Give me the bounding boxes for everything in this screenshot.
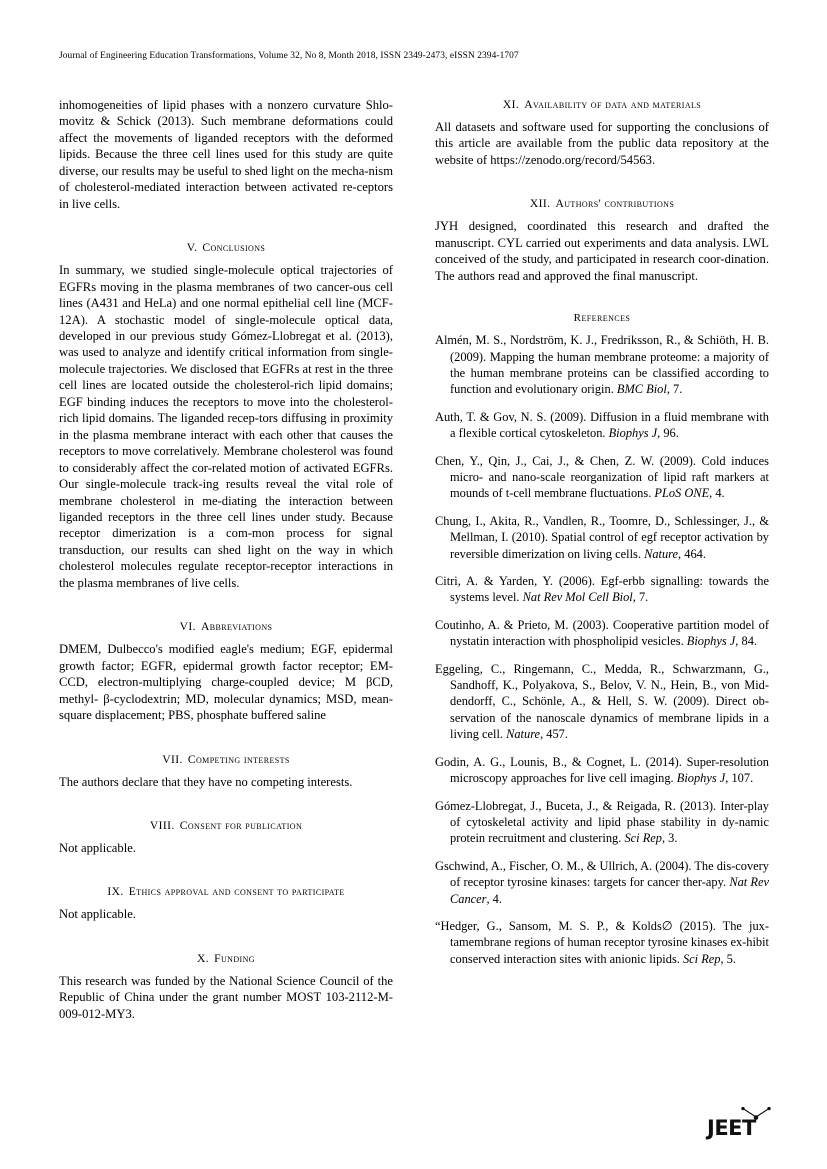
reference-journal: Sci Rep [682,951,721,966]
section-heading-conclusions [59,240,393,255]
reference-journal: BMC Biol [616,382,667,397]
reference-item: Coutinho, A. & Prieto, M. (2003). Cooperative partition model of nystatin interaction with phospholipid vesicles. Biophys J, 84. [435,617,769,649]
section-numeral: VI. [179,620,196,634]
right-column [435,97,769,1097]
section-title: Ethics approval and consent to participate [128,885,345,899]
jeet-logo [707,1107,771,1141]
reference-journal: Biophys J [676,771,726,786]
section-title: Competing interests [187,752,290,766]
section-title: Conclusions [202,241,266,255]
reference-item: “Hedger, G., Sansom, M. S. P., & Kolds∅ (2015). The jux-tamembrane regions of human receptor tyrosine kinases ex-hibit conserved interaction sites with anionic lipids. Sci Rep, 5. [435,918,769,966]
reference-journal: Biophys J [608,426,658,441]
reference-journal: Nat Rev Cancer [450,875,769,906]
section-numeral: IX. [107,885,124,899]
section-numeral: VII. [162,752,183,766]
section-body-consent-for-publication: Not applicable. [59,840,136,855]
section-numeral: VIII. [149,818,175,832]
section-heading-authors-contributions [435,196,769,211]
reference-item: Chung, I., Akita, R., Vandlen, R., Toomre, D., Schlessinger, J., & Mellman, I. (2010). Spatial control of egf receptor activation by reversible dimerization on living cells. Nature, 464. [435,513,769,561]
reference-item: Auth, T. & Gov, N. S. (2009). Diffusion in a fluid membrane with a flexible cortical cytoskeleton. Biophys J, 96. [435,409,769,441]
section-body-competing-interests: The authors declare that they have no competing interests. [59,774,353,789]
section-numeral: XII. [529,197,551,211]
left-column [59,97,393,1097]
section-title: Availability of data and materials [524,98,702,111]
section-numeral: XI. [502,98,520,111]
jeet-logo-text: JEET [707,1116,756,1140]
section-heading-consent-for-publication [59,818,393,833]
section-heading-competing-interests [59,752,393,767]
section-body-funding: This research was funded by the National Science Council of the Republic of China under the grant number MOST 103-2112-M-009-012-MY3. [59,973,393,1021]
reference-item: Eggeling, C., Ringemann, C., Medda, R., Schwarzmann, G., Sandhoff, K., Polyakova, S., Belov, V. N., Hein, B., von Mid-dendorff, C., Schönle, A., & Hell, S. W. (2009). Direct ob-servation of the nanoscale dynamics of membrane lipids in a living cell. Nature, 457. [435,661,769,742]
reference-journal: PLoS ONE [654,486,710,501]
section-numeral: X. [197,951,210,965]
section-title: Funding [214,951,255,965]
section-title: Consent for publication [179,818,303,832]
section-body-availability-of-data: All datasets and software used for supporting the conclusions of this article are available from the public data repository at the website of https://zenodo.org/record/54563. [435,120,769,167]
section-title: Authors' contributions [555,197,675,211]
section-body-conclusions: In summary, we studied single-molecule optical trajectories of EGFRs moving in the plasma membranes of two cancer-ous cell lines (A431 and HeLa) and one normal epithelial cell line (MCF-12A). A stochastic model of single-molecule optical data, developed in our previous study Gómez-Llobregat et al. (2013), was used to analyze and identify critical information from single-molecule trajectories. We disclosed that EGFRs at rest in the three cell lines are located outside the cholesterol-rich lipid domains; EGF binding induces the receptors to move into the cholesterol-rich lipid domains. The liganded recep-tors diffusing in proximity in the plasma membrane interact with each other that causes the receptors to move correlatively. Membrane cholesterol was found to considerably affect the cor-related motion of activated EGFRs. Our single-molecule track-ing results reveal the vital role of membrane cholesterol in me-diating the interaction between liganded receptors in the three cell lines under study. Because receptor dimerization is a com-mon process for signal transduction, our results can shed light on the way in which cholesterol molecules regulate receptor-receptor interactions in the plasma membranes of live cells. [59,263,393,590]
reference-item: Chen, Y., Qin, J., Cai, J., & Chen, Z. W. (2009). Cold induces micro- and nano-scale reorganization of lipid raft markers at mounds of t-cell membrane fluctuations. PLoS ONE, 4. [435,453,769,501]
continued-paragraph: inhomogeneities of lipid phases with a nonzero curvature Shlo-movitz & Schick (2013). Such membrane deformations could affect the movements of liganded receptors with the deformed lipids. Because the three cell lines used for this study are quite diverse, our results may be useful to shed light on the mecha-nism of cholesterol-mediated interaction between activated re-ceptors in live cells. [59,98,393,211]
section-body-abbreviations: DMEM, Dulbecco's modified eagle's medium; EGF, epidermal growth factor; EGFR, epidermal growth factor receptor; EM-CCD, electron-multiplying charge-coupled device; M βCD, methyl- β-cyclodextrin; MD, molecular dynamics; MSD, mean-square displacement; PBS, phosphate buffered saline [59,642,393,723]
reference-item: Gschwind, A., Fischer, O. M., & Ullrich, A. (2004). The dis-covery of receptor tyrosine kinases: targets for cancer ther-apy. Nat Rev Cancer, 4. [435,858,769,906]
section-body-ethics-approval: Not applicable. [59,907,136,922]
section-body-authors-contributions: JYH designed, coordinated this research and drafted the manuscript. CYL carried out experiments and data analysis. LWL conceived of the study, and participated in research coor-dination. The authors read and approved the final manuscript. [435,219,769,283]
section-heading-funding [59,951,393,966]
reference-journal: Nature [506,727,541,742]
reference-journal: Nat Rev Mol Cell Biol [522,590,633,605]
section-heading-availability-of-data [435,97,769,112]
reference-journal: Sci Rep [624,831,662,846]
reference-item: Godin, A. G., Lounis, B., & Cognet, L. (2014). Super-resolution microscopy approaches for live cell imaging. Biophys J, 107. [435,754,769,786]
reference-item: Gómez-Llobregat, J., Buceta, J., & Reigada, R. (2013). Inter-play of cytoskeletal activity and lipid phase stability in dy-namic protein recruitment and clustering. Sci Rep, 3. [435,798,769,846]
references-heading: References [573,312,631,325]
section-numeral: V. [186,241,198,255]
references-list [435,332,769,967]
running-head: Journal of Engineering Education Transformations, Volume 32, No 8, Month 2018, ISSN 2349-2473, eISSN 2394-1707 [59,51,519,61]
reference-journal: Biophys J [686,634,736,649]
reference-item: Citri, A. & Yarden, Y. (2006). Egf-erbb signalling: towards the systems level. Nat Rev Mol Cell Biol, 7. [435,574,769,605]
section-heading-ethics-approval [59,884,393,899]
reference-journal: Nature [644,546,679,561]
section-heading-abbreviations [59,619,393,634]
reference-item: Almén, M. S., Nordström, K. J., Fredriksson, R., & Schiöth, H. B. (2009). Mapping the human membrane proteome: a majority of the human membrane proteins can be classified according to function and evolutionary origin. BMC Biol, 7. [435,333,769,397]
section-title: Abbreviations [200,620,273,634]
two-column-body [59,97,769,1097]
